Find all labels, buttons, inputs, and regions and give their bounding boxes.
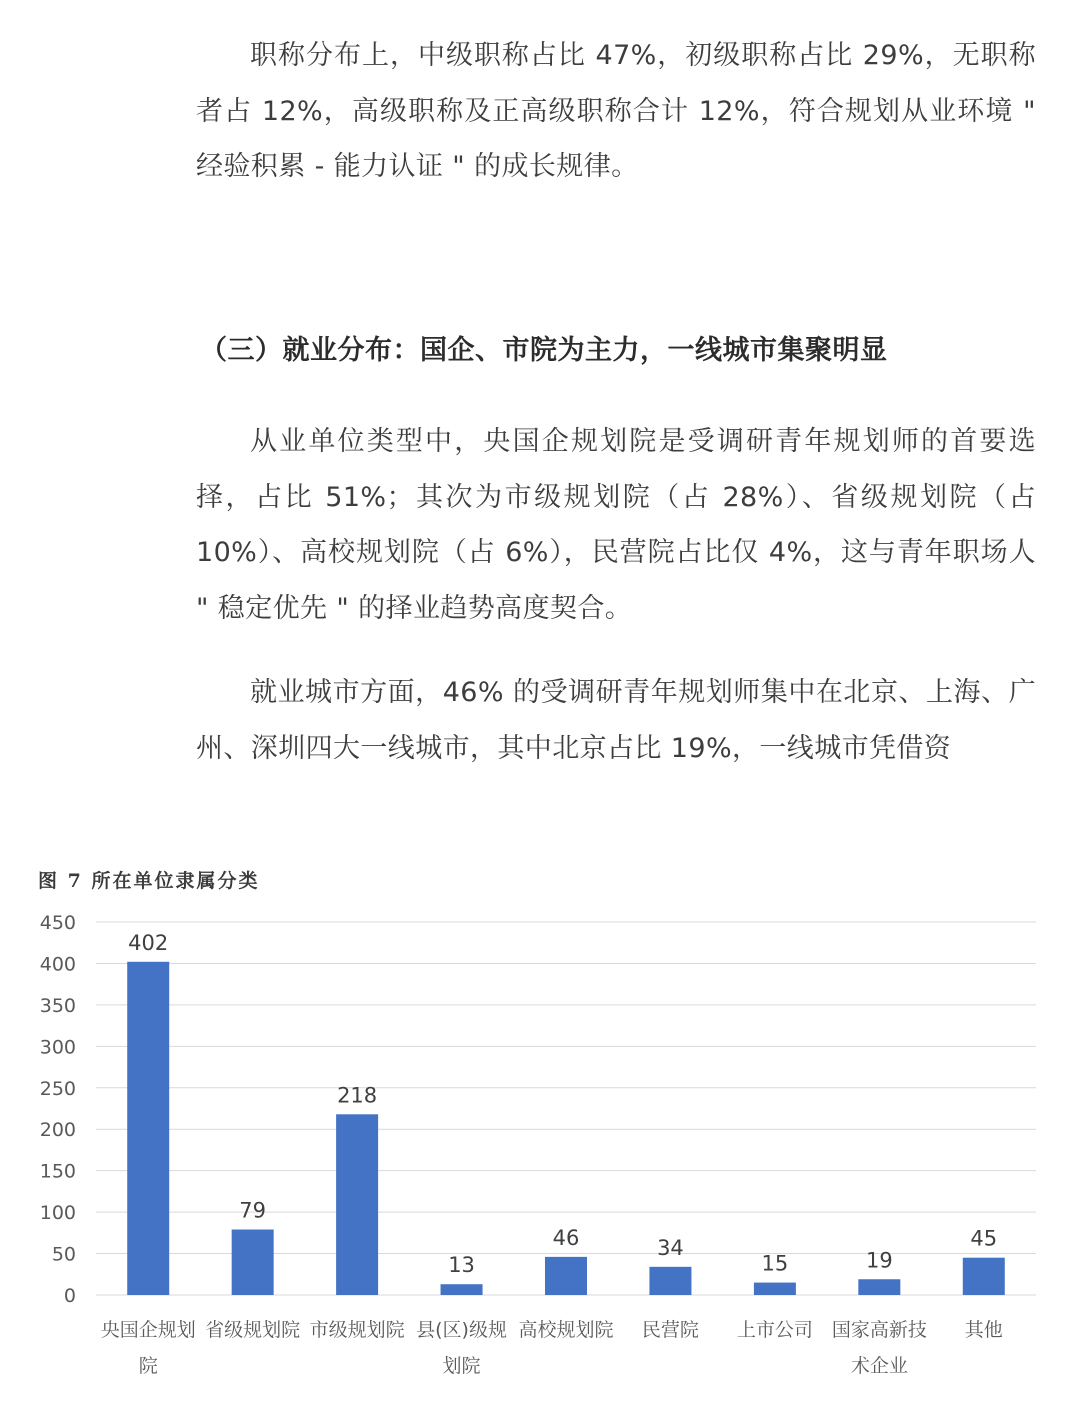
bar	[649, 1267, 691, 1295]
bar	[232, 1230, 274, 1295]
category-label: 术企业	[850, 1355, 908, 1377]
y-tick-label: 50	[51, 1243, 76, 1266]
y-tick-label: 250	[39, 1077, 76, 1100]
bar	[441, 1284, 483, 1295]
category-label: 国家高新技	[831, 1319, 927, 1341]
paragraph-title-distribution: 职称分布上，中级职称占比 47%，初级职称占比 29%，无职称者占 12%，高级职称及正高级职称合计 12%，符合规划从业环境 " 经验积累 - 能力认证 " 的成长规律。	[196, 40, 1036, 182]
category-labels	[101, 1319, 1003, 1377]
category-label: 省级规划院	[205, 1319, 301, 1341]
data-label: 79	[239, 1198, 267, 1223]
category-label: 市级规划院	[309, 1319, 405, 1341]
category-label: 划院	[442, 1355, 481, 1377]
category-label: 高校规划院	[518, 1319, 614, 1341]
y-tick-label: 100	[39, 1202, 76, 1225]
bar	[963, 1258, 1005, 1295]
y-tick-label: 450	[39, 912, 76, 934]
category-label: 县(区)级规	[416, 1319, 507, 1341]
y-tick-label: 400	[39, 953, 76, 976]
y-tick-label: 150	[39, 1160, 76, 1183]
y-tick-label: 300	[39, 1036, 76, 1059]
category-label: 其他	[964, 1319, 1003, 1341]
category-label: 民营院	[641, 1319, 699, 1341]
data-label: 402	[128, 930, 169, 955]
category-label: 院	[138, 1355, 158, 1377]
data-label: 218	[337, 1083, 378, 1108]
bar	[545, 1257, 587, 1295]
section-heading: （三）就业分布：国企、市院为主力，一线城市集聚明显	[200, 335, 888, 366]
figure-caption: 图 7 所在单位隶属分类	[38, 870, 260, 892]
data-label: 45	[970, 1226, 998, 1251]
bar	[754, 1283, 796, 1295]
paragraph-employment-city: 就业城市方面，46% 的受调研青年规划师集中在北京、上海、广州、深圳四大一线城市，其中北京占比 19%，一线城市凭借资	[196, 677, 1036, 764]
data-label: 46	[552, 1225, 580, 1250]
y-tick-label: 350	[39, 994, 76, 1017]
data-label: 15	[761, 1251, 789, 1276]
bar	[858, 1279, 900, 1295]
y-tick-label: 0	[63, 1285, 76, 1307]
y-tick-label: 200	[39, 1119, 76, 1142]
y-axis-ticks	[40, 912, 76, 1307]
category-label: 央国企规划	[100, 1319, 196, 1341]
bar-chart	[0, 900, 1080, 1390]
data-label: 19	[865, 1248, 893, 1273]
bar	[336, 1114, 378, 1295]
paragraph-employer-type: 从业单位类型中，央国企规划院是受调研青年规划师的首要选择，占比 51%；其次为市级规划院（占 28%）、省级规划院（占 10%）、高校规划院（占 6%），民营院占比仅 4%，这与青年职场人 " 稳定优先 " 的择业趋势高度契合。	[196, 426, 1036, 624]
bar	[127, 962, 169, 1295]
data-label: 34	[657, 1235, 684, 1260]
value-labels	[128, 931, 997, 1277]
category-label: 上市公司	[736, 1319, 813, 1341]
data-label: 13	[448, 1253, 475, 1278]
